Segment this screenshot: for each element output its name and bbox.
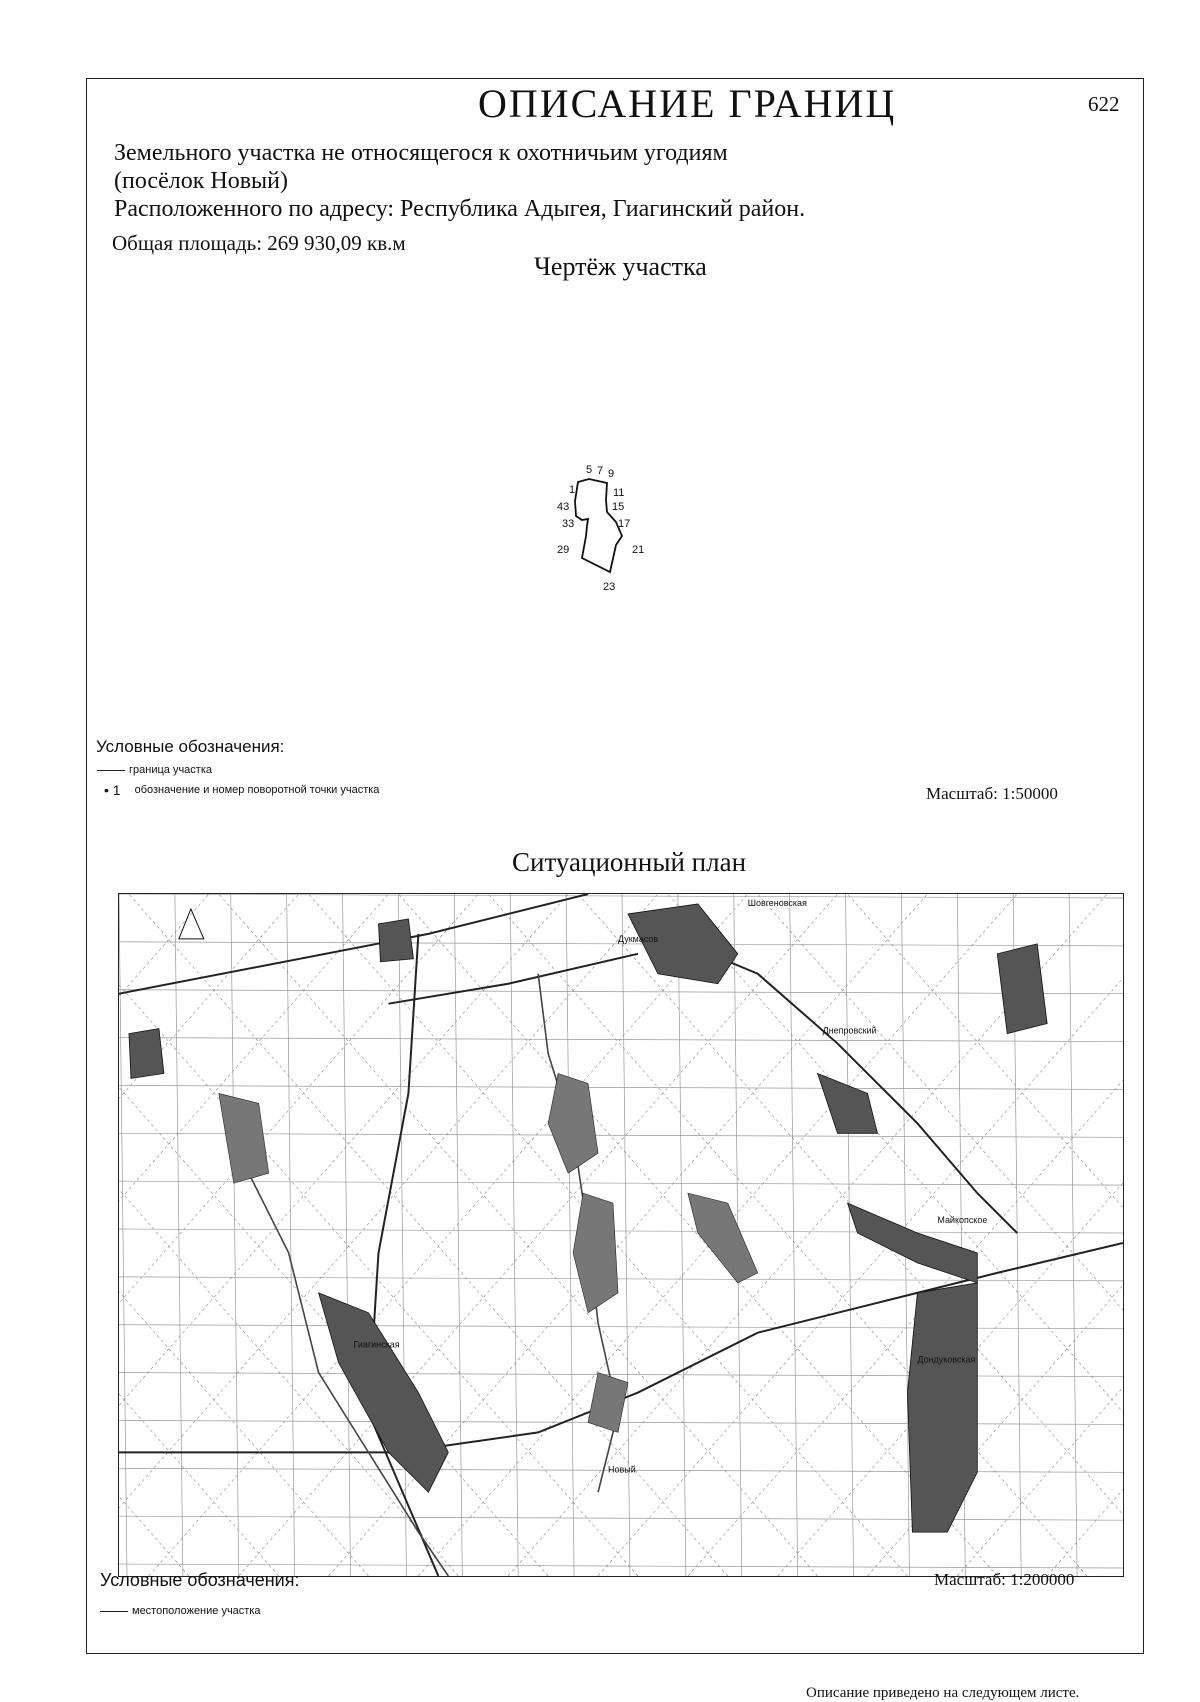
map-label-dneprovsky: Днепровский xyxy=(822,1025,877,1036)
villages xyxy=(219,1073,758,1432)
parcel-area: Общая площадь: 269 930,09 кв.м xyxy=(112,231,406,255)
drawing-title: Чертёж участка xyxy=(534,252,707,281)
point-label-5: 5 xyxy=(586,464,593,476)
legend-title: Условные обозначения: xyxy=(96,737,285,756)
legend-point-label: обозначение и номер поворотной точки участка xyxy=(134,784,380,796)
parcel-description: Земельного участка не относящегося к охотничьим угодиям xyxy=(114,140,728,166)
legend-location-label: местоположение участка xyxy=(132,1605,261,1617)
point-label-9: 9 xyxy=(608,468,615,480)
situation-map xyxy=(118,893,1124,1577)
footer-note: Описание приведено на следующем листе. xyxy=(806,1685,1080,1701)
point-label-21: 21 xyxy=(632,544,645,556)
location-line-symbol xyxy=(100,1611,128,1612)
point-marker-symbol: • 1 xyxy=(104,782,121,798)
situation-plan-title: Ситуационный план xyxy=(512,847,747,877)
legend-boundary-label: граница участка xyxy=(129,764,212,776)
legend-point xyxy=(104,782,379,798)
legend-location xyxy=(100,1605,261,1617)
topographic-map xyxy=(119,894,1123,1576)
map-scale: Масштаб: 1:200000 xyxy=(934,1570,1075,1589)
legend2-title: Условные обозначения: xyxy=(100,1570,300,1590)
point-label-43: 43 xyxy=(557,501,570,513)
point-label-17: 17 xyxy=(618,518,631,530)
point-label-15: 15 xyxy=(612,501,625,513)
point-label-29: 29 xyxy=(557,544,570,556)
map-label-dukmasov: Дукмасов xyxy=(618,933,659,944)
point-label-7: 7 xyxy=(597,465,604,477)
parcel-address: Расположенного по адресу: Республика Адыгея, Гиагинский район. xyxy=(114,196,806,222)
point-label-1: 1 xyxy=(569,484,576,496)
page-number: 622 xyxy=(1088,92,1120,116)
map-label-dondukovskaya: Дондуковская xyxy=(917,1354,976,1365)
map-label-maikopskoe: Майкопское xyxy=(937,1215,988,1226)
parcel-drawing xyxy=(540,450,690,620)
boundary-line-symbol xyxy=(97,770,125,771)
document-title: ОПИСАНИЕ ГРАНИЦ xyxy=(478,81,897,126)
settlement-name: (посёлок Новый) xyxy=(114,168,288,194)
map-label-shovgenovskaya: Шовгеновская xyxy=(747,897,807,908)
map-label-giaginskaya: Гиагинская xyxy=(353,1339,400,1350)
map-place-names xyxy=(354,898,988,1474)
point-label-33: 33 xyxy=(562,518,575,530)
legend-boundary xyxy=(97,764,212,776)
point-label-11: 11 xyxy=(613,487,625,499)
map-label-novy: Новый xyxy=(608,1464,636,1475)
drawing-scale: Масштаб: 1:50000 xyxy=(926,784,1058,803)
point-label-23: 23 xyxy=(603,581,616,593)
